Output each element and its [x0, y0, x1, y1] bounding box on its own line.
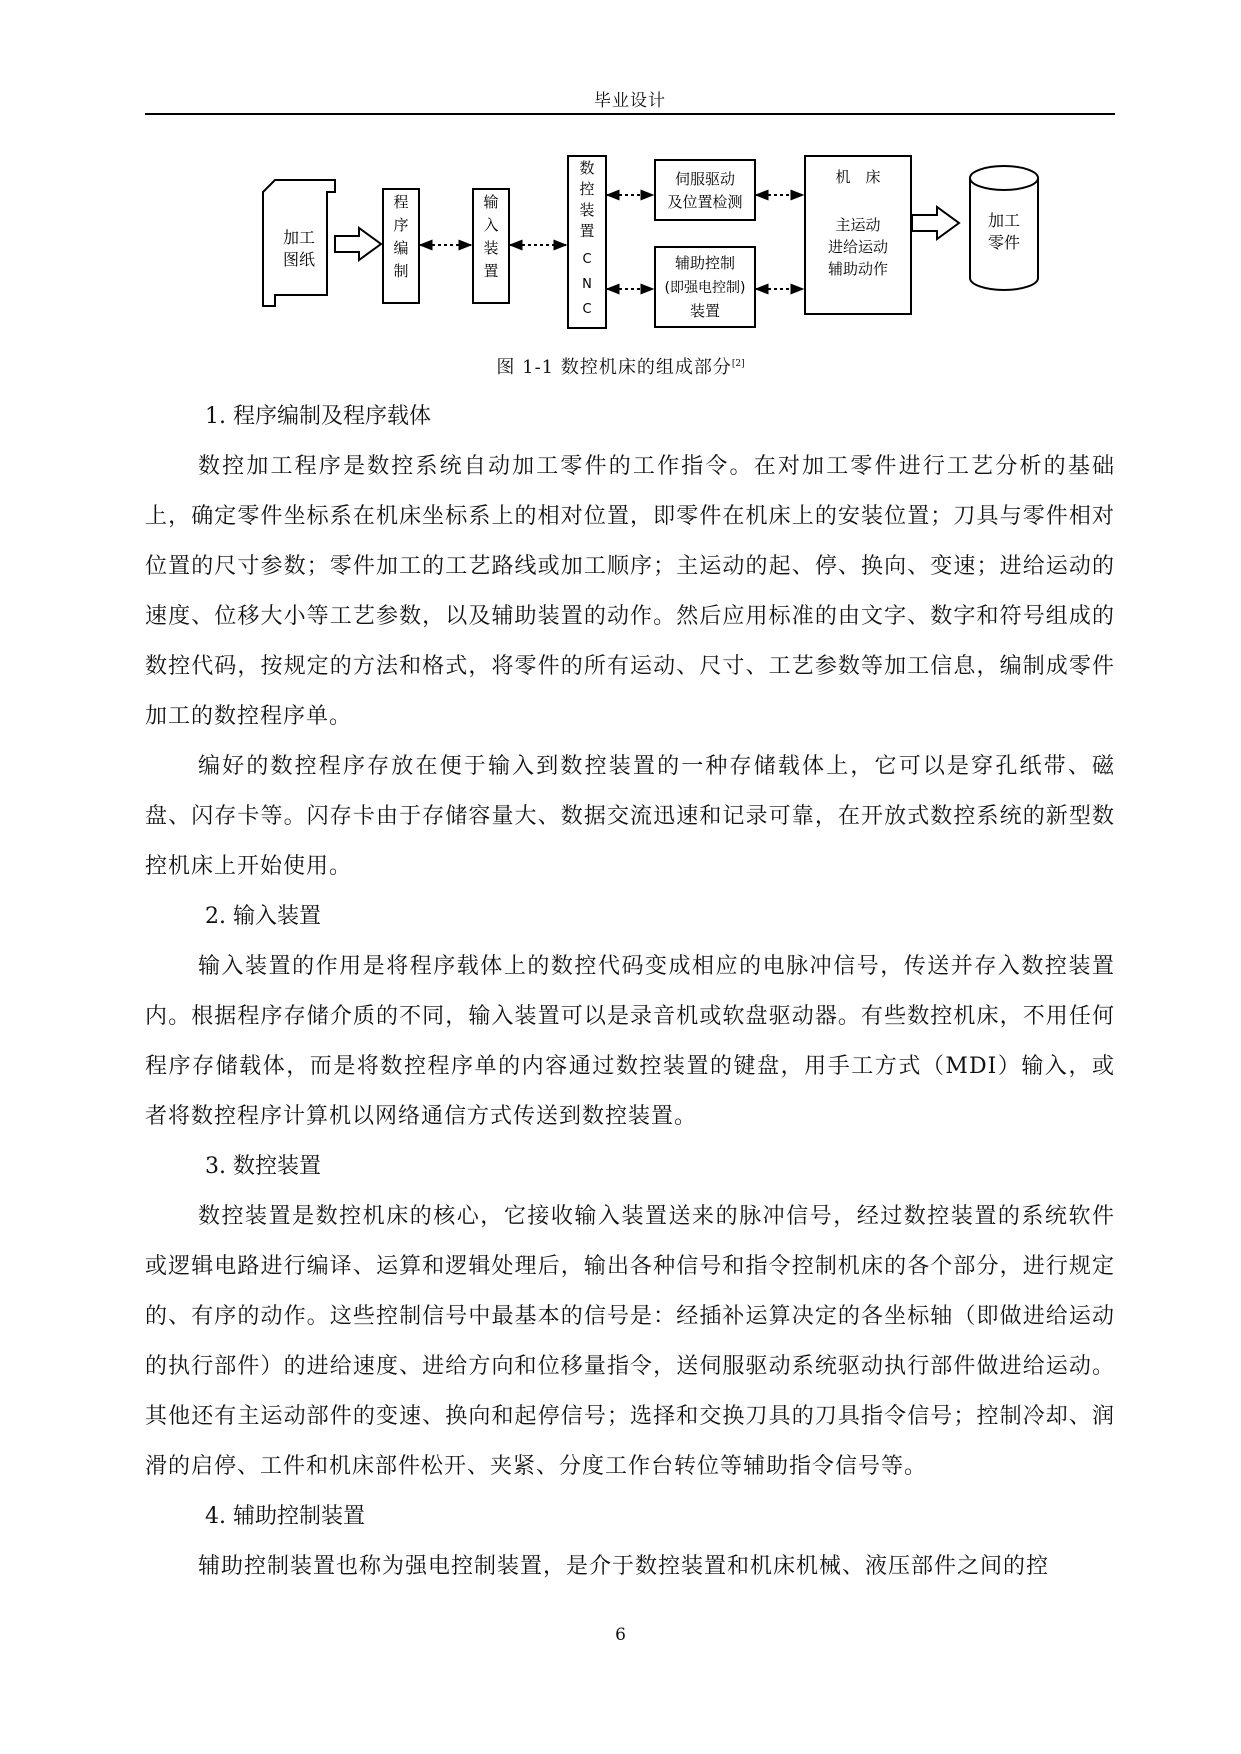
programming-char: 序: [393, 216, 409, 234]
input-char: 输: [483, 193, 499, 211]
cnc-char: C: [582, 252, 592, 267]
servo-label-1: 伺服驱动: [674, 170, 736, 188]
programming-char: 编: [393, 239, 409, 257]
servo-box: [655, 160, 755, 220]
machine-label-3: 进给运动: [827, 238, 889, 256]
section-heading: 1. 程序编制及程序载体: [205, 404, 431, 429]
figure-caption-text: 图 1-1 数控机床的组成部分: [496, 357, 732, 378]
paragraph: 输入装置的作用是将程序载体上的数控代码变成相应的电脉冲信号，传送并存入数控装置内。根据程序存储介质的不同，输入装置可以是录音机或软盘驱动器。有些数控机床，不用任何程序存储载体，而是将数控程序单的内容通过数控装置的键盘，用手工方式（MDI）输入，或者将数控程序计算机以网络通信方式传送到数控装置。: [145, 954, 1115, 1129]
hollow-arrow-1: [335, 228, 381, 260]
paragraph: 数控加工程序是数控系统自动加工零件的工作指令。在对加工零件进行工艺分析的基础上，确定零件坐标系在机床坐标系上的相对位置，即零件在机床上的安装位置；刀具与零件相对位置的尺寸参数；零件加工的工艺路线或加工顺序；主运动的起、停、换向、变速；进给运动的速度、位移大小等工艺参数，以及辅助装置的动作。然后应用标准的由文字、数字和符号组成的数控代码，按规定的方法和格式，将零件的所有运动、尺寸、工艺参数等加工信息，编制成零件加工的数控程序单。: [145, 454, 1115, 729]
figure-caption: [0, 353, 1241, 379]
paragraph: 编好的数控程序存放在便于输入到数控装置的一种存储载体上，它可以是穿孔纸带、磁盘、闪存卡等。闪存卡由于存储容量大、数据交流迅速和记录可靠，在开放式数控系统的新型数控机床上开始使用。: [145, 754, 1115, 879]
figure-citation: [2]: [731, 359, 745, 369]
section-heading: 3. 数控装置: [205, 1154, 321, 1179]
programming-char: 程: [393, 193, 409, 211]
drawing-label-1: 加工: [282, 228, 316, 247]
header-rule: [145, 113, 1115, 115]
input-char: 入: [483, 216, 499, 234]
page-header-title: 毕业设计: [594, 91, 666, 111]
cnc-char: 控: [579, 180, 595, 198]
parts-cylinder-top: [970, 166, 1038, 190]
input-char: 置: [483, 262, 499, 280]
cnc-char: N: [582, 277, 592, 292]
body-content: [145, 392, 1115, 1592]
cnc-char: 数: [579, 159, 595, 177]
paragraph: 辅助控制装置也称为强电控制装置，是介于数控装置和机床机械、液压部件之间的控: [198, 1554, 1050, 1579]
section-heading: 4. 辅助控制装置: [205, 1504, 365, 1529]
page-number: 6: [615, 1625, 626, 1645]
servo-label-2: 及位置检测: [667, 193, 743, 211]
aux-label-2: (即强电控制): [664, 280, 746, 296]
machine-label-4: 辅助动作: [827, 260, 889, 278]
paragraph: 数控装置是数控机床的核心，它接收输入装置送来的脉冲信号，经过数控装置的系统软件或逻辑电路进行编译、运算和逻辑处理后，输出各种信号和指令控制机床的各个部分，进行规定的、有序的动作。这些控制信号中最基本的信号是：经插补运算决定的各坐标轴（即做进给运动的执行部件）的进给速度、进给方向和位移量指令，送伺服驱动系统驱动执行部件做进给运动。其他还有主运动部件的变速、换向和起停信号；选择和交换刀具的刀具指令信号；控制冷却、润滑的启停、工件和机床部件松开、夹紧、分度工作台转位等辅助指令信号等。: [145, 1204, 1115, 1479]
aux-label-3: 装置: [689, 302, 721, 320]
parts-label-1: 加工: [987, 211, 1021, 230]
cnc-char: C: [582, 302, 592, 317]
machine-label-1: 机 床: [835, 168, 881, 186]
cnc-char: 装: [579, 201, 595, 219]
drawing-label-2: 图纸: [282, 250, 316, 269]
parts-label-2: 零件: [987, 233, 1021, 252]
cnc-composition-diagram: [255, 150, 1055, 335]
cnc-char: 置: [579, 222, 595, 240]
programming-char: 制: [393, 262, 409, 280]
aux-label-1: 辅助控制: [674, 254, 736, 272]
input-char: 装: [483, 239, 499, 257]
machine-label-2: 主运动: [835, 216, 881, 234]
section-heading: 2. 输入装置: [205, 904, 321, 929]
hollow-arrow-2: [912, 207, 959, 239]
